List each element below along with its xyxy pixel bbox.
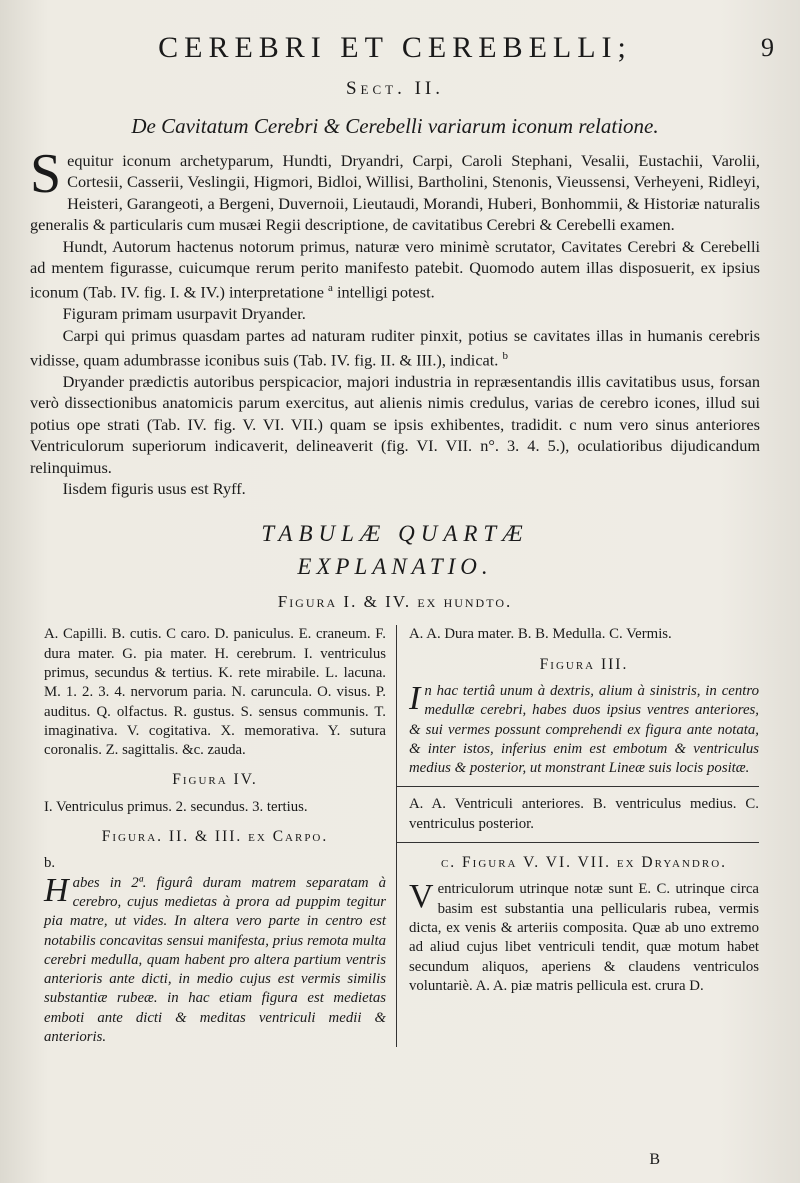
figure-2-3-drop-cap: H (44, 871, 69, 909)
divider (397, 842, 759, 843)
figure-3-heading: Figura III. (539, 655, 629, 673)
figure-3-drop-cap: I (409, 679, 421, 717)
intro-paragraph-6: Iisdem figuris usus est Ryff. (62, 478, 246, 498)
plate-subtitle: EXPLANATIO. (297, 554, 493, 580)
running-head-title: CEREBRI ET CEREBELLI; (158, 31, 632, 64)
catchword: B (649, 1151, 660, 1168)
page-number: 9 (761, 33, 774, 62)
figure-3-text (409, 679, 759, 778)
figure-1-heading: Figura I. & IV. ex hundto. (277, 592, 513, 612)
figure-5-ref: c. (440, 854, 457, 872)
footnote-ref-a: a (328, 282, 333, 295)
figure-2-3-heading: Figura. II. & III. ex Carpo. (101, 828, 329, 846)
intro-paragraph-1-text: equitur iconum archetyparum, Hundti, Dryandri, Carpi, Caroli Stephani, Vesalii, Eustachii, Varolii, Cortesii, Casserii, Veslingii, Higmori, Bidloi, Willisi, Bartholini, Stenonis, Vieussensi, Verheyeni, Ridleyi, Heisteri, Garangeoti, a Bergeni, Duvernoii, Lieutaudi, Morandi, Huberi, Bonhommii, & Historiæ naturalis generalis & particularis cum musæi Regii descriptione, de cavitatibus Cerebri & Cerebelli examen. (30, 151, 760, 235)
intro-paragraph-2 (30, 236, 760, 304)
intro-paragraph-4 (30, 325, 760, 371)
figure-5-heading (409, 853, 759, 872)
figure-5-body: entriculorum utrinque notæ sunt E. C. utrinque circa basim est substantia una pellicularis rubea, vermis dicta, ex venis & arteriis composita. Quæ ab uno extremo ad aliud cujus libet ventriculi tendit, quæ motum habet secundum aliquos, aperiens & claudens ventriculos voluntariè. A. A. piæ matris pellicula est. crura D. (409, 881, 759, 994)
figure-5-text (409, 880, 759, 996)
figure-2-3-body: abes in 2ª. figurâ duram matrem separatam à cerebro, cujus medietas à prora ad puppim tegitur pia matre, ut vides. In altera vero parte in centro est notabilis concavitas sensui manifesta, prius remota multa cerebri medulla, quam habent pro altera partium ventris anterioris ante dicti, in medio cujus est vermis similis substantiæ rubeæ. in hac etiam figura est medietas emboti ante dicti & meditas ventriculi medii & anterioris. (44, 874, 386, 1045)
explanation-columns (30, 625, 760, 1047)
figure-5-drop-cap: V (409, 878, 434, 916)
intro-paragraph-5: Dryander prædictis autoribus perspicacior, majori industria in repræsentandis illis cavitatibus usus, forsan verò dissectionibus anatomicis parum exercitus, aut alienis nimis credulus, varias de cerebro icones, illud sui potius ope strati (Tab. IV. fig. V. VI. VII.) quam se ipsis exhibentes, tradidit. c num vero sinus anteriores Ventriculorum superiorum indicaverit, delineaverit (fig. VI. VII. n°. 3. 4. 5.), oculatioribus dijudicandum relinquimus. (30, 371, 760, 477)
section-heading: Sect. II. (345, 78, 445, 99)
figure-4-legend: I. Ventriculus primus. 2. secundus. 3. tertius. (44, 798, 308, 815)
intro-paragraph-3: Figuram primam usurpavit Dryander. (62, 304, 306, 324)
running-head (30, 28, 774, 68)
intro-paragraph-1 (30, 143, 760, 236)
figure-2-3-text (44, 871, 386, 1048)
figure-1-legend: A. Capilli. B. cutis. C caro. D. paniculus. E. craneum. F. dura mater. G. pia mater. H. cerebrum. I. ventriculus primus, secundus & tertius. K. rete mirabile. L. lacuna. M. 1. 2. 3. 4. nervorum paria. N. caruncula. O. visus. P. auditus. Q. olfactus. R. gustus. S. sensus communis. T. imaginativa. V. cogitativa. X. memorativa. Y. sutura coronalis. Z. sagittalis. &c. zauda. (44, 626, 386, 759)
section-subtitle: De Cavitatum Cerebri & Cerebelli variarum iconum relatione. (131, 114, 659, 138)
footnote-ref-b: b (502, 350, 508, 363)
figure-5-heading-text: Figura V. VI. VII. ex Dryandro. (462, 854, 728, 872)
drop-cap: S (30, 143, 62, 205)
figure-4-heading: Figura IV. (172, 771, 258, 789)
figure-2-3-ref: b. (44, 855, 56, 872)
intro-paragraph-4-text: Carpi qui primus quasdam partes ad naturam ruditer pinxit, potius se cavitates illas in humanis cerebris vidisse, quam adumbrasse iconibus suis (Tab. IV. fig. II. & III.), indicat. (30, 325, 760, 370)
intro-text (30, 143, 760, 499)
intro-paragraph-2-text: Hundt, Autorum hactenus notorum primus, naturæ vero minimè scrutator, Cavitates Cerebri & Cerebelli ad mentem figurasse, cuicumque rerum perito manifesto patebit. Quomodo autem illas disposuerit, ex ipsius iconum (Tab. IV. fig. I. & IV.) interpretatione (30, 236, 760, 302)
figure-3-body: n hac tertiâ unum à dextris, alium à sinistris, in centro medullæ cerebri, habes duos ipsius ventres anteriores, & sui vermes possunt comprehendi ex figura ante notata, & inter istos, inferius enim est embotum & ventriculus medius & posterior, ut monstrant Lineæ suis locis positæ. (409, 682, 759, 777)
right-column (396, 625, 759, 1047)
divider (397, 786, 759, 787)
figure-2-legend: A. A. Dura mater. B. B. Medulla. C. Vermis. (409, 626, 672, 643)
plate-title: TABULÆ QUARTÆ (261, 521, 529, 547)
figure-3-legend: A. A. Ventriculi anteriores. B. ventriculus medius. C. ventriculus posterior. (409, 796, 759, 832)
left-column (30, 625, 396, 1047)
intro-paragraph-2-end: intelligi potest. (337, 282, 435, 302)
